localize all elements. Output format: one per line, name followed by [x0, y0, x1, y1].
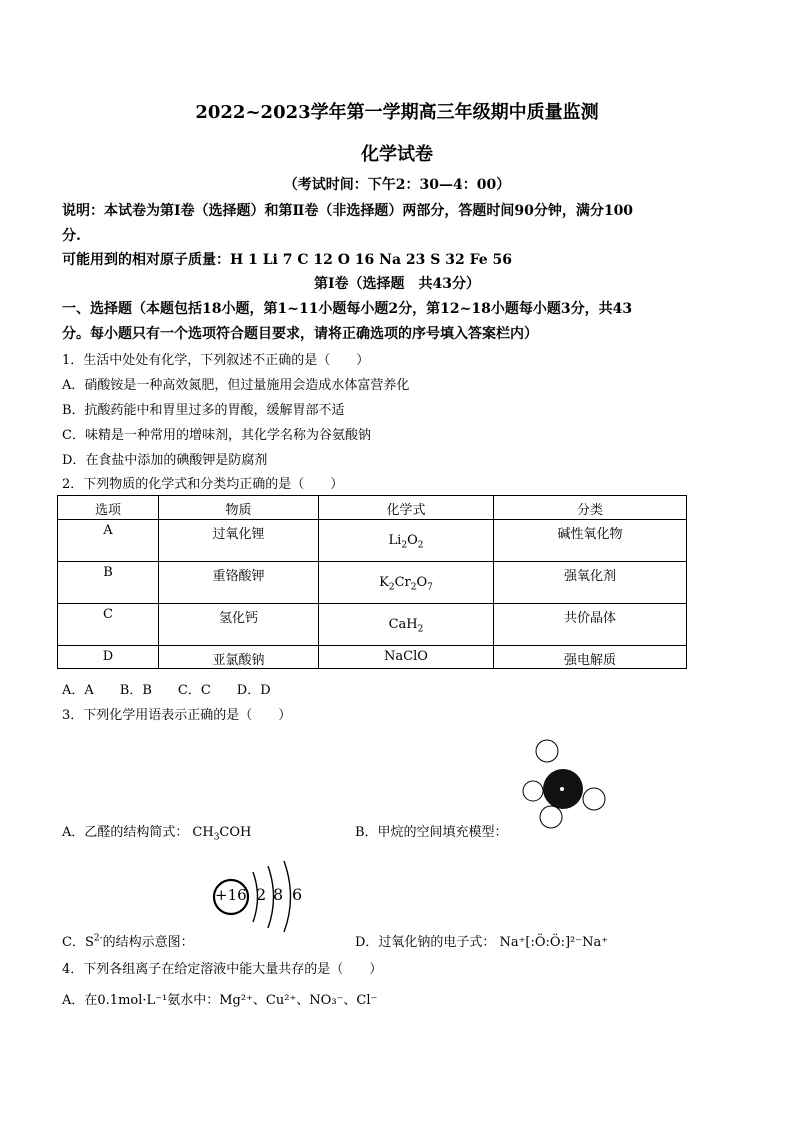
substance-cell: 氢化钙 [159, 604, 319, 646]
nucleus-charge: +16 [215, 886, 247, 904]
table-row [58, 562, 687, 604]
formula-subscript: 7 [427, 582, 433, 593]
formula-part: CaH [388, 617, 418, 633]
question-3-option-d [355, 931, 608, 950]
option-d-label: D．过氧化钠的电子式： [355, 935, 496, 950]
classification-table [57, 495, 687, 669]
atomic-masses: 可能用到的相对原子质量：H 1 Li 7 C 12 O 16 Na 23 S 32 Fe 56 [62, 252, 513, 268]
question-1-option-c: C．味精是一种常用的增味剂，其化学名称为谷氨酸钠 [62, 428, 371, 443]
exam-description-line2: 分. [62, 228, 81, 244]
ion-symbol: S [84, 935, 94, 950]
formula-part: O [407, 533, 418, 549]
methane-space-filling-model [515, 733, 615, 833]
table-row [58, 604, 687, 646]
formula-part: O [416, 575, 428, 591]
question-3-option-a [62, 821, 251, 843]
question-1-stem: 1．生活中处处有化学，下列叙述不正确的是（ ） [62, 353, 370, 368]
formula-cell [319, 604, 494, 646]
exam-time: （考试时间：下午2：30—4：00） [283, 177, 511, 193]
option-c-suffix: 的结构示意图： [102, 935, 194, 950]
section-intro-line1: 一、选择题（本题包括18小题，第1~11小题每小题2分，第12~18小题每小题3分，共43 [62, 301, 633, 317]
category-cell: 共价晶体 [494, 604, 687, 646]
exam-title: 2022~2023学年第一学期高三年级期中质量监测 [195, 102, 599, 123]
electron-shell-1: 2 [256, 885, 267, 904]
formula-part: K [379, 575, 389, 591]
section-intro-line2: 分。每小题只有一个选项符合题目要求，请将正确选项的序号填入答案栏内） [62, 326, 538, 342]
question-3-stem: 3．下列化学用语表示正确的是（ ） [62, 708, 292, 723]
formula-subscript: 3 [213, 832, 220, 843]
substance-cell: 重铬酸钾 [159, 562, 319, 604]
question-3-option-c [62, 931, 194, 950]
formula-cell [319, 520, 494, 562]
option-cell: D [58, 646, 159, 669]
question-3-option-b: B．甲烷的空间填充模型： [355, 825, 508, 840]
ion-charge: 2- [93, 933, 103, 944]
option-a-label: A．乙醛的结构简式： [62, 825, 189, 840]
formula-cell [319, 562, 494, 604]
option-cell: C [58, 604, 159, 646]
category-cell: 强氧化剂 [494, 562, 687, 604]
formula-subscript: 2 [417, 540, 424, 551]
formula-part: Li [388, 533, 402, 549]
question-1-option-a: A．硝酸铵是一种高效氮肥，但过量施用会造成水体富营养化 [62, 378, 410, 393]
table-header-cell: 选项 [58, 496, 159, 520]
substance-cell: 亚氯酸钠 [159, 646, 319, 669]
formula-part: Cr [394, 575, 411, 591]
question-1-option-b: B．抗酸药能中和胃里过多的胃酸，缓解胃部不适 [62, 403, 345, 418]
table-header-row [58, 496, 687, 520]
formula-subscript: 2 [401, 540, 408, 551]
formula-part: CH [192, 825, 214, 840]
category-cell: 强电解质 [494, 646, 687, 669]
formula-part: COH [219, 825, 252, 840]
table-header-cell: 物质 [159, 496, 319, 520]
sodium-peroxide-electron-formula: Na⁺[:Ö:Ö:]²⁻Na⁺ [499, 935, 609, 950]
formula-subscript: 2 [388, 582, 395, 593]
electron-shell-3: 6 [292, 885, 303, 904]
option-cell: A [58, 520, 159, 562]
question-2-stem: 2．下列物质的化学式和分类均正确的是（ ） [62, 477, 344, 492]
formula-subscript: 2 [417, 624, 424, 635]
question-4-option-a: A．在0.1mol·L⁻¹氨水中：Mg²⁺、Cu²⁺、NO₃⁻、Cl⁻ [62, 993, 378, 1008]
section-heading: 第Ⅰ卷（选择题 共43分） [313, 276, 481, 292]
substance-cell: 过氧化锂 [159, 520, 319, 562]
exam-subtitle: 化学试卷 [361, 144, 433, 165]
table-row [58, 646, 687, 669]
table-header-cell: 分类 [494, 496, 687, 520]
formula-subscript: 2 [410, 582, 417, 593]
formula-cell: NaClO [319, 646, 494, 669]
option-c-label: C． [62, 935, 85, 950]
category-cell: 碱性氧化物 [494, 520, 687, 562]
question-4-stem: 4．下列各组离子在给定溶液中能大量共存的是（ ） [62, 962, 383, 977]
exam-description-line1: 说明：本试卷为第Ⅰ卷（选择题）和第Ⅱ卷（非选择题）两部分，答题时间90分钟，满分100 [62, 203, 634, 219]
electron-shell-2: 8 [273, 885, 284, 904]
table-row [58, 520, 687, 562]
option-cell: B [58, 562, 159, 604]
question-1-option-d: D．在食盐中添加的碘酸钾是防腐剂 [62, 453, 268, 468]
table-header-cell: 化学式 [319, 496, 494, 520]
question-2-answers: A．A B．B C．C D．D [62, 683, 271, 698]
